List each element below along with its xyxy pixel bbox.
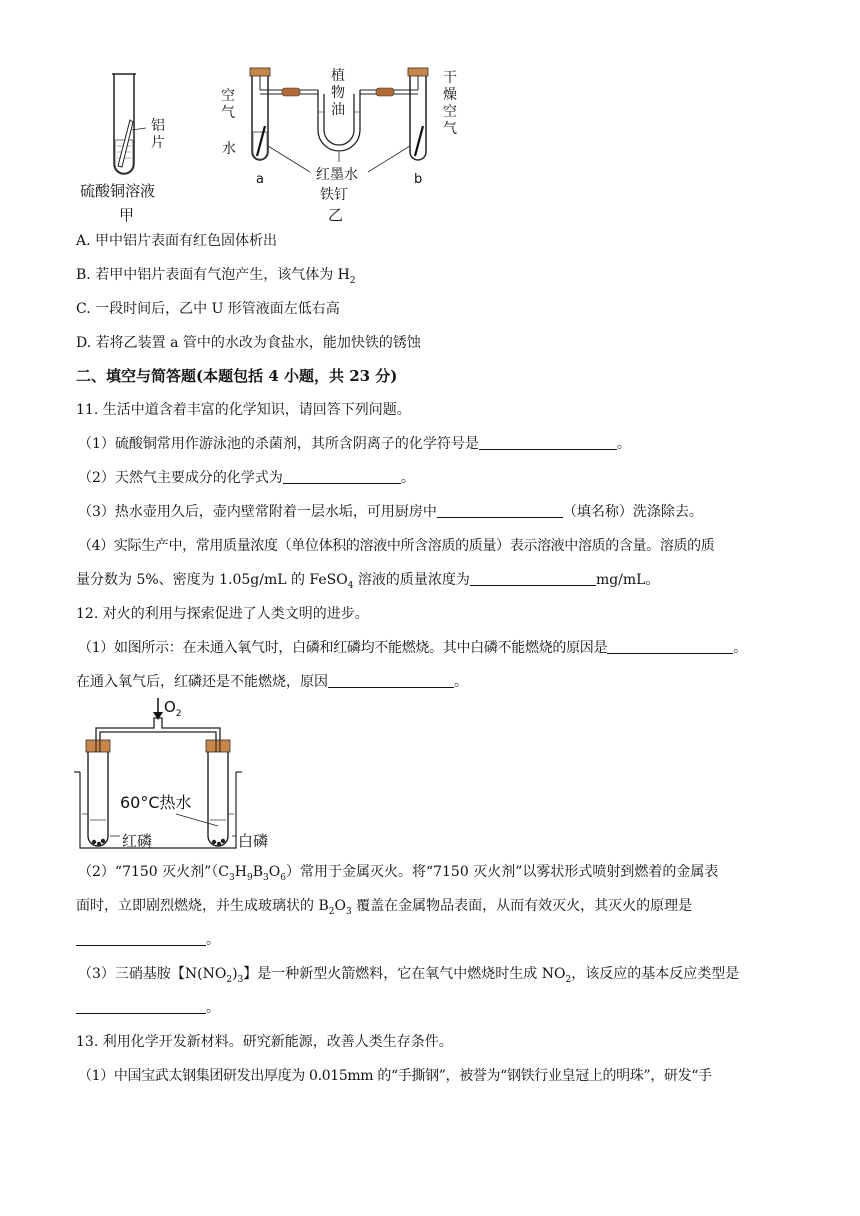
q12-part1-line1: （1）如图所示：在未通入氧气时，白磷和红磷均不能燃烧。其中白磷不能燃烧的原因是 。 bbox=[78, 640, 747, 656]
option-b: B. 若甲中铝片表面有气泡产生，该气体为 $H_2$ bbox=[76, 267, 356, 286]
label-aluminum: 铝片 bbox=[151, 118, 165, 151]
q11-part2: （2）天然气主要成分的化学式为 。 bbox=[78, 470, 415, 486]
option-c: C. 一段时间后，乙中 U 形管液面左低右高 bbox=[76, 301, 340, 317]
label-copper-sulfate: 硫酸铜溶液 bbox=[80, 182, 156, 200]
answer-blank[interactable] bbox=[283, 469, 401, 484]
answer-blank[interactable] bbox=[470, 571, 596, 586]
q11-part4-line1: （4）实际生产中，常用质量浓度（单位体积的溶液中所含溶质的质量）表示溶液中溶质的含量。溶质的质 bbox=[78, 538, 715, 554]
q11-part1: （1）硫酸铜常用作游泳池的杀菌剂，其所含阴离子的化学符号是 。 bbox=[78, 436, 631, 452]
label-dry-air: 干燥空气 bbox=[443, 70, 457, 137]
answer-blank[interactable] bbox=[437, 503, 563, 518]
q13-part1: （1）中国宝武太钢集团研发出厚度为 0.015mm 的“手撕钢”，被誉为“钢铁行业皇冠上的明珠”，研发“手 bbox=[78, 1068, 712, 1084]
q12-part2-line2: 面时，立即剧烈燃烧，并生成玻璃状的 $B_2O_3$ 覆盖在金属物品表面，从而有效灭火，其灭火的原理是 bbox=[76, 898, 693, 917]
label-red-phosphorus: 红磷 bbox=[122, 832, 153, 850]
answer-blank[interactable] bbox=[607, 639, 733, 654]
caption-jia: 甲 bbox=[119, 206, 135, 224]
option-a: A. 甲中铝片表面有红色固体析出 bbox=[76, 233, 278, 249]
q11-stem: 11. 生活中道含着丰富的化学知识，请回答下列问题。 bbox=[76, 402, 411, 418]
q12-part2-line3: 。 bbox=[76, 930, 220, 950]
q12-part3-line1: （3）三硝基胺【$N(NO_2)_3$】是一种新型火箭燃料，它在氧气中燃烧时生成 $NO_2$，该反应的基本反应类型是 bbox=[78, 966, 740, 985]
answer-blank[interactable] bbox=[76, 931, 206, 946]
q12-part1-line2: 在通入氧气后，红磷还是不能燃烧，原因 。 bbox=[76, 674, 468, 690]
answer-blank[interactable] bbox=[328, 673, 454, 688]
option-d: D. 若将乙装置 a 管中的水改为食盐水，能加快铁的锈蚀 bbox=[76, 335, 421, 351]
answer-blank[interactable] bbox=[479, 435, 617, 450]
label-air: 空气 bbox=[221, 88, 235, 121]
combustion-apparatus bbox=[76, 696, 256, 856]
q11-part3: （3）热水壶用久后，壶内壁常附着一层水垢，可用厨房中 （填名称）洗涤除去。 bbox=[78, 504, 703, 520]
label-tube-a: a bbox=[256, 172, 264, 187]
q12-part3-line2: 。 bbox=[76, 998, 220, 1018]
q13-stem: 13. 利用化学开发新材料。研究新能源，改善人类生存条件。 bbox=[76, 1034, 453, 1050]
label-hot-water: 60°C热水 bbox=[120, 793, 192, 812]
section-heading: 二、填空与简答题(本题包括 4 小题，共 23 分) bbox=[76, 367, 398, 385]
caption-yi: 乙 bbox=[328, 206, 344, 224]
label-red-ink: 红墨水 bbox=[316, 167, 358, 183]
q11-part4-line2: 量分数为 5%、密度为 1.05g/mL 的 FeSO$_4$ 溶液的质量浓度为 mg/mL。 bbox=[76, 572, 660, 591]
label-o2: $O_2$ bbox=[164, 698, 182, 719]
q12-part2-line1: （2）“7150 灭火剂$”(C_3H_9B_3O_6)$常用于金属灭火。将“7150 灭火剂”以雾状形式喷射到燃着的金属表 bbox=[78, 864, 719, 883]
label-water: 水 bbox=[222, 141, 236, 157]
label-iron-nail: 铁钉 bbox=[320, 187, 348, 203]
label-tube-b: b bbox=[414, 172, 423, 187]
label-vegetable-oil: 植物油 bbox=[331, 68, 345, 118]
answer-blank[interactable] bbox=[76, 999, 206, 1014]
label-white-phosphorus: 白磷 bbox=[238, 832, 269, 850]
q12-stem: 12. 对火的利用与探索促进了人类文明的进步。 bbox=[76, 606, 369, 622]
